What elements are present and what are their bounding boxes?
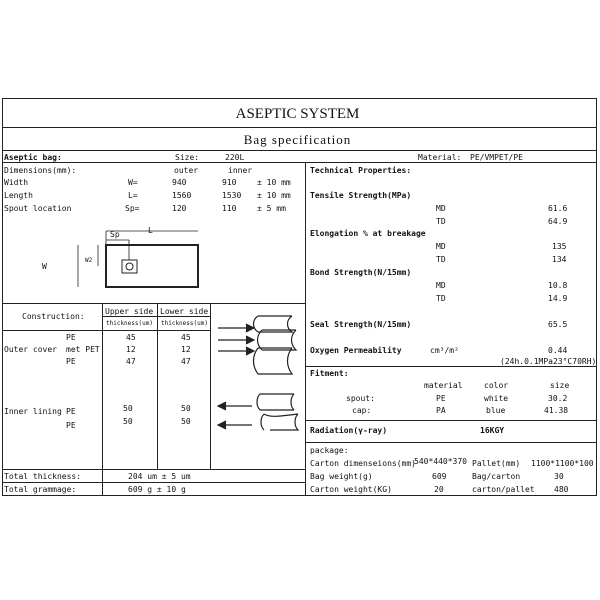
dim-name: Length <box>4 191 33 200</box>
dim-name: Spout location <box>4 204 72 213</box>
bag-weight-label: Bag weight(g) <box>310 472 373 481</box>
fitment-col-size: size <box>550 381 570 390</box>
layer-upper: 47 <box>126 357 136 366</box>
fitment-material: PE <box>436 394 446 403</box>
title-rule <box>2 127 597 128</box>
bond-dir: MD <box>436 281 446 290</box>
elongation-value: 134 <box>552 255 567 264</box>
oxygen-condition: (24h.0.1MPa23°C70RH) <box>500 357 597 366</box>
seal-label: Seal Strength(N/15mm) <box>310 320 412 329</box>
layer-upper: 50 <box>123 404 133 413</box>
dim-tol: ± 5 mm <box>257 204 286 213</box>
dim-sym: W= <box>128 178 138 187</box>
thickness-label-upper: thickness(um) <box>106 320 153 327</box>
layer-upper: 45 <box>126 333 136 342</box>
dim-tol: ± 10 mm <box>257 191 291 200</box>
fitment-size: 30.2 <box>548 394 568 403</box>
layer-name: PE <box>66 333 76 342</box>
size-label: Size: <box>175 153 200 162</box>
bag-carton-value: 30 <box>554 472 564 481</box>
col-inner: inner <box>228 166 253 175</box>
dim-inner: 1530 <box>222 191 242 200</box>
construction-col-3 <box>210 303 211 469</box>
elongation-label: Elongation % at breakage <box>310 229 426 238</box>
layer-lower: 12 <box>181 345 191 354</box>
radiation-top-rule <box>305 420 597 421</box>
dim-name: Width <box>4 178 29 187</box>
inner-lining-label: Inner lining <box>4 407 62 416</box>
fitment-size: 41.38 <box>544 406 569 415</box>
dim-sym: L= <box>128 191 138 200</box>
diagram-w2-label: W2 <box>85 257 93 264</box>
bond-dir: TD <box>436 294 446 303</box>
bag-weight-value: 609 <box>432 472 447 481</box>
tensile-value: 64.9 <box>548 217 568 226</box>
thickness-label-lower: thickness(um) <box>161 320 208 327</box>
seal-value: 65.5 <box>548 320 568 329</box>
diagram-l-label: L <box>148 226 153 235</box>
pallet-value: 1100*1100*100 <box>531 459 594 468</box>
size-value: 220L <box>225 153 245 162</box>
radiation-label: Radiation(γ-ray) <box>310 426 388 435</box>
elongation-value: 135 <box>552 242 567 251</box>
pallet-label: Pallet(mm) <box>472 459 521 468</box>
carton-pallet-value: 480 <box>554 485 569 494</box>
fitment-color: white <box>484 394 509 403</box>
tensile-dir: MD <box>436 204 446 213</box>
dim-outer: 120 <box>172 204 187 213</box>
construction-label: Construction: <box>22 312 85 321</box>
upper-side-label: Upper side <box>105 307 154 316</box>
total-thickness-label: Total thickness: <box>4 472 82 481</box>
bag-carton-label: Bag/carton <box>472 472 521 481</box>
layer-lower: 47 <box>181 357 191 366</box>
construction-col-1 <box>102 303 103 496</box>
dimensions-label: Dimensions(mm): <box>4 166 77 175</box>
diagram-sp-label: Sp <box>110 230 120 239</box>
tensile-label: Tensile Strength(MPa) <box>310 191 412 200</box>
total-grammage-label: Total grammage: <box>4 485 77 494</box>
layer-lower: 50 <box>181 417 191 426</box>
dim-outer: 940 <box>172 178 187 187</box>
tensile-value: 61.6 <box>548 204 568 213</box>
layer-illustration <box>212 310 304 450</box>
total-rule-1 <box>2 469 305 470</box>
dim-inner: 110 <box>222 204 237 213</box>
col-outer: outer <box>174 166 199 175</box>
material-label: Material: <box>418 153 462 162</box>
fitment-color: blue <box>486 406 506 415</box>
construction-top-rule <box>2 303 305 304</box>
bag-label: Aseptic bag: <box>4 153 62 162</box>
carton-pallet-label: carton/pallet <box>472 485 535 494</box>
dim-inner: 910 <box>222 178 237 187</box>
page-subtitle: Bag specification <box>243 132 352 147</box>
outer-cover-label: Outer cover <box>4 345 57 354</box>
layer-name: PE <box>66 421 76 430</box>
diagram-w-label: W <box>42 262 47 271</box>
package-top-rule <box>305 442 597 443</box>
bond-value: 10.8 <box>548 281 568 290</box>
construction-header-rule <box>2 330 210 331</box>
carton-dim-label: Carton dimenseions(mm) <box>310 459 416 468</box>
construction-col-2 <box>157 303 158 469</box>
technical-label: Technical Properties: <box>310 166 412 175</box>
page-title: ASEPTIC SYSTEM <box>235 106 360 122</box>
dim-outer: 1560 <box>172 191 192 200</box>
layer-name: met PET <box>66 345 100 354</box>
fitment-name: spout: <box>346 394 375 403</box>
material-value: PE/VMPET/PE <box>470 153 523 162</box>
fitment-col-color: color <box>484 381 509 390</box>
carton-dim-value: 540*440*370 <box>414 457 467 466</box>
lower-side-label: Lower side <box>160 307 209 316</box>
subtitle-rule <box>2 150 597 151</box>
bond-value: 14.9 <box>548 294 568 303</box>
layer-lower: 50 <box>181 404 191 413</box>
oxygen-unit: cm³/m² <box>430 346 459 355</box>
dim-sym: Sp= <box>125 204 140 213</box>
elongation-dir: TD <box>436 255 446 264</box>
layer-upper: 50 <box>123 417 133 426</box>
dim-tol: ± 10 mm <box>257 178 291 187</box>
bag-diagram <box>30 218 210 298</box>
fitment-col-material: material <box>424 381 463 390</box>
layer-name: PE <box>66 357 76 366</box>
total-grammage-value: 609 g ± 10 g <box>128 485 186 494</box>
carton-weight-label: Carton weight(KG) <box>310 485 392 494</box>
bond-label: Bond Strength(N/15mm) <box>310 268 412 277</box>
fitment-name: cap: <box>352 406 372 415</box>
layer-name: PE <box>66 407 76 416</box>
package-label: package: <box>310 446 349 455</box>
oxygen-label: Oxygen Permeability <box>310 346 402 355</box>
elongation-dir: MD <box>436 242 446 251</box>
fitment-material: PA <box>436 406 446 415</box>
layer-lower: 45 <box>181 333 191 342</box>
fitment-label: Fitment: <box>310 369 349 378</box>
layer-upper: 12 <box>126 345 136 354</box>
total-thickness-value: 204 um ± 5 um <box>128 472 191 481</box>
tensile-dir: TD <box>436 217 446 226</box>
carton-weight-value: 20 <box>434 485 444 494</box>
total-rule-2 <box>2 482 305 483</box>
oxygen-value: 0.44 <box>548 346 568 355</box>
center-divider <box>305 162 306 496</box>
radiation-value: 16KGY <box>480 426 505 435</box>
